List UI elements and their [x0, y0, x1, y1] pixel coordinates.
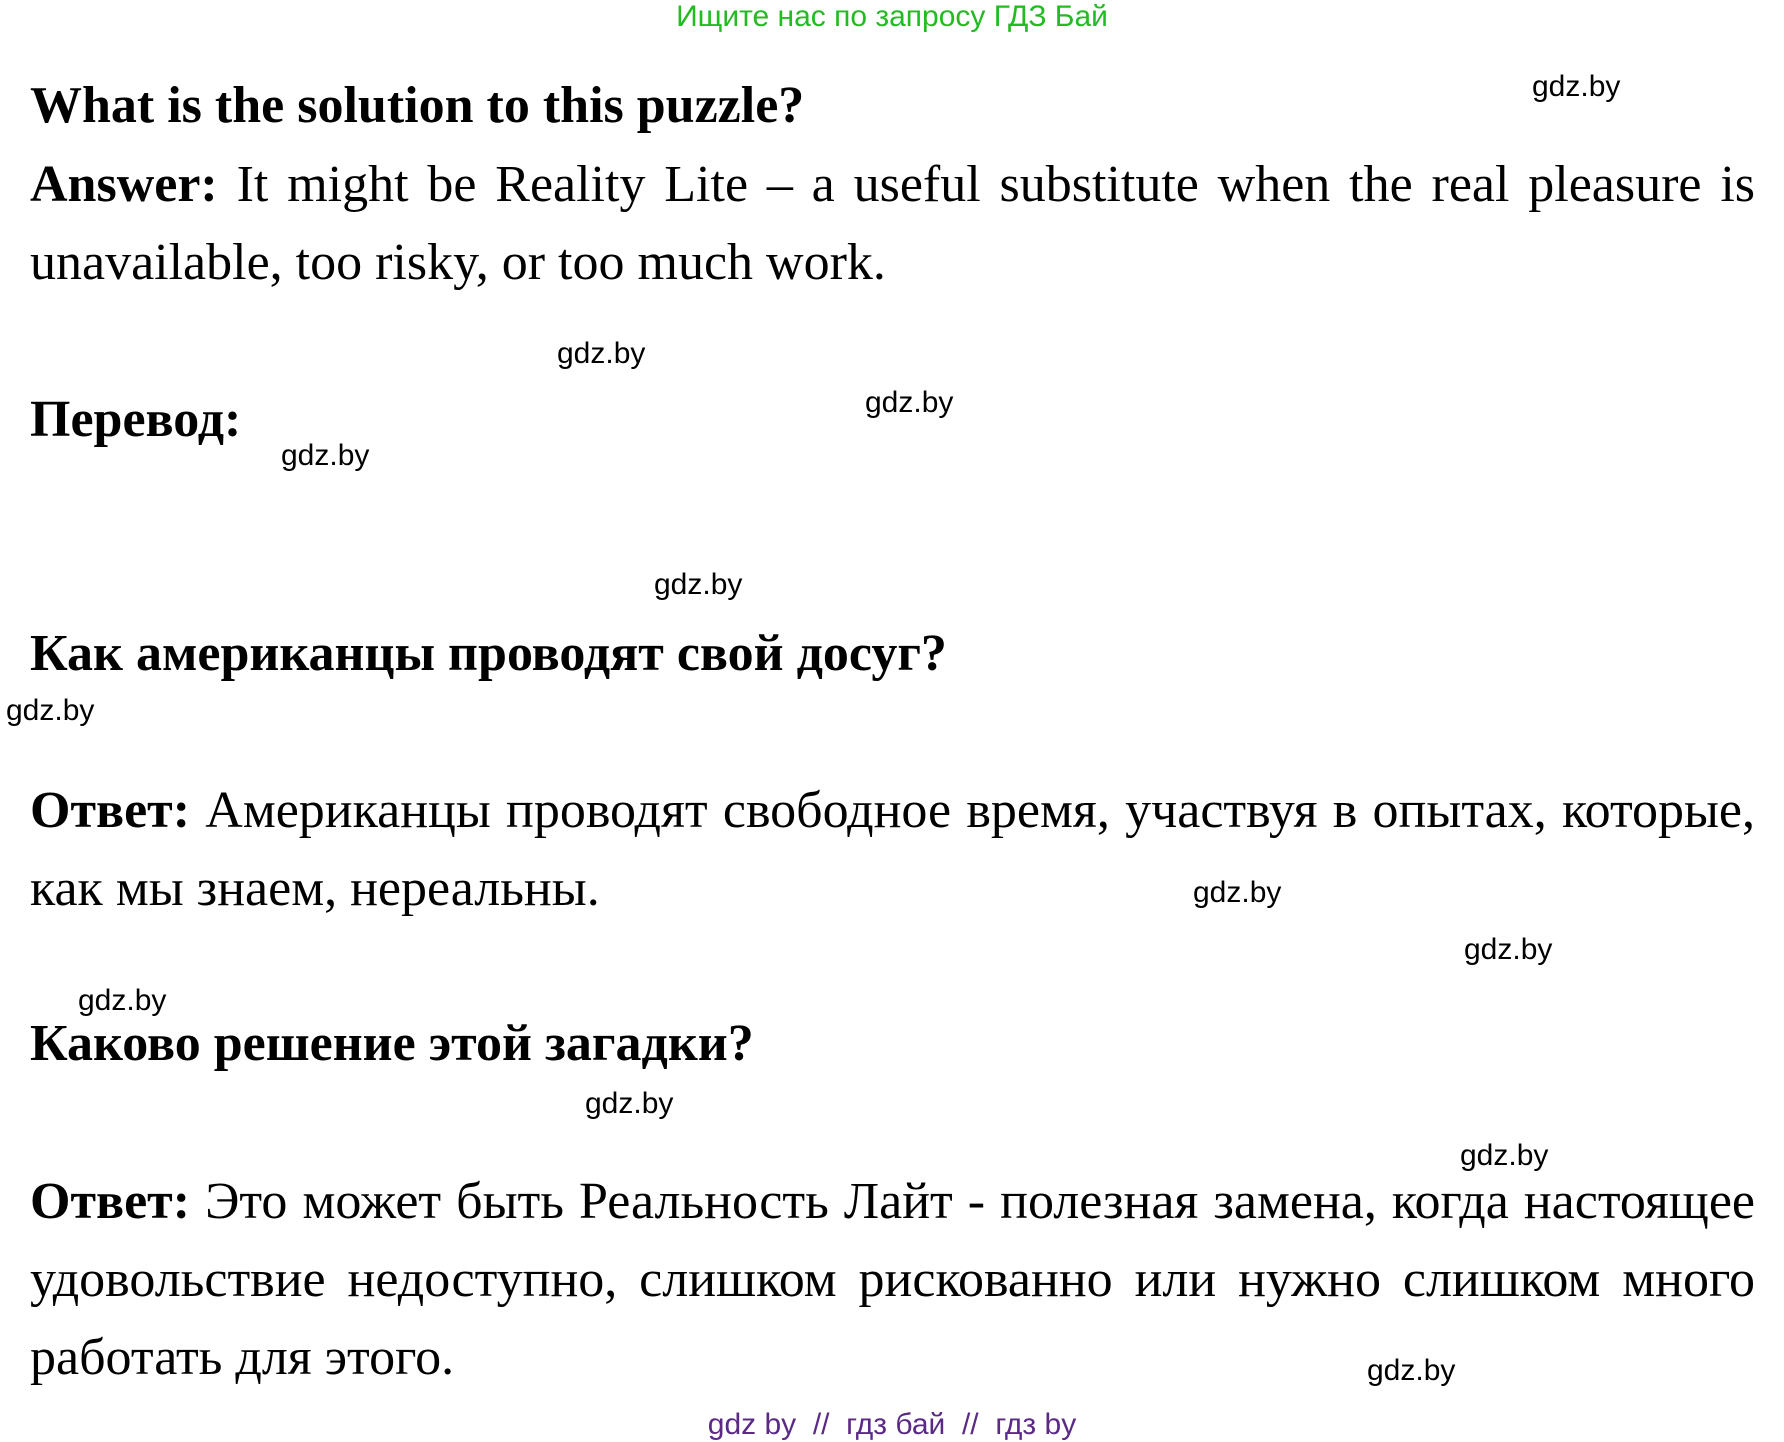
- watermark: gdz.by: [1532, 70, 1621, 103]
- answer-text: It might be Reality Lite – a useful substitute when the real pleasure is unavailable, too risky, or too much work.: [30, 156, 1756, 291]
- footer-links: gdz by // гдз бай // гдз by: [707, 1408, 1077, 1441]
- question-ru-1: Как американцы проводят свой досуг?: [30, 625, 947, 682]
- watermark: gdz.by: [557, 337, 646, 370]
- watermark: gdz.by: [1460, 1139, 1549, 1172]
- answer-label: Answer:: [30, 156, 218, 213]
- answer-label: Ответ:: [30, 1173, 191, 1230]
- watermark: gdz.by: [6, 694, 95, 727]
- watermark: gdz.by: [1367, 1354, 1456, 1387]
- translation-label: Перевод:: [30, 391, 242, 448]
- watermark: gdz.by: [1193, 876, 1282, 909]
- answer-text: Американцы проводят свободное время, участвуя в опытах, которые, как мы знаем, нереальны.: [30, 782, 1755, 917]
- answer-text: Это может быть Реальность Лайт - полезная замена, когда настоящее удовольствие недоступно, слишком рискованно или нужно слишком много работать для этого.: [30, 1173, 1755, 1386]
- question-en: What is the solution to this puzzle?: [30, 77, 805, 134]
- watermark: gdz.by: [1464, 933, 1553, 966]
- watermark: gdz.by: [78, 984, 167, 1017]
- answer-ru-1: [30, 772, 1755, 928]
- answer-label: Ответ:: [30, 782, 191, 839]
- watermark: gdz.by: [865, 386, 954, 419]
- answer-ru-2: [30, 1163, 1755, 1397]
- watermark: gdz.by: [654, 568, 743, 601]
- question-ru-2: Каково решение этой загадки?: [30, 1015, 754, 1072]
- watermark: gdz.by: [585, 1087, 674, 1120]
- top-banner: Ищите нас по запросу ГДЗ Бай: [676, 0, 1108, 33]
- answer-en: [30, 146, 1755, 302]
- watermark: gdz.by: [281, 439, 370, 472]
